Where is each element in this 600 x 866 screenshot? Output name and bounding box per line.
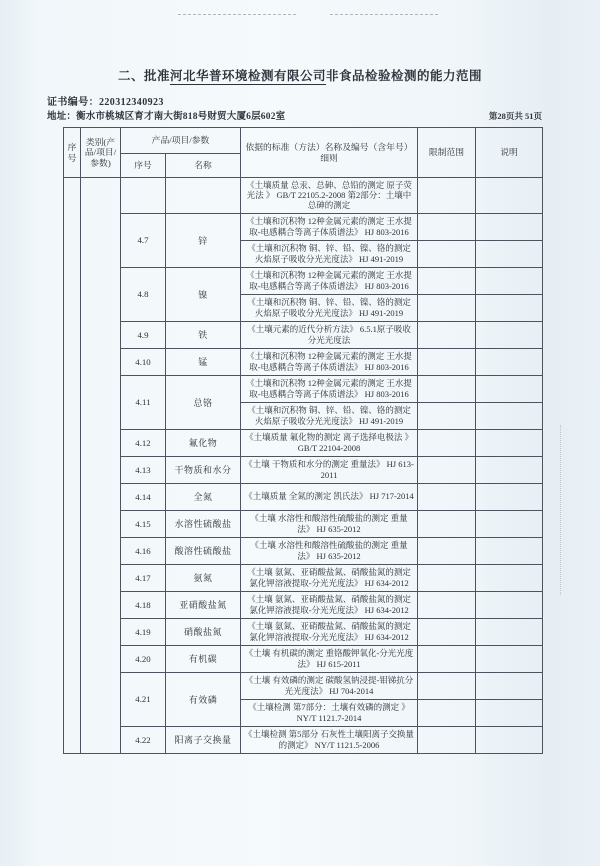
cell-note (476, 699, 543, 726)
cell-standard: 《土壤 氨氮、亚硝酸盐氮、硝酸盐氮的测定 氯化钾溶液提取-分光光度法》 HJ 634-2012 (241, 618, 418, 645)
header-note: 说明 (476, 128, 543, 178)
table-row (64, 591, 543, 618)
cell-param-seq: 4.8 (121, 267, 166, 321)
table-row (64, 510, 543, 537)
cell-param-seq: 4.17 (121, 564, 166, 591)
cell-limit (418, 375, 476, 402)
page-title (0, 66, 600, 84)
address-line (47, 108, 285, 122)
page-number: 第28页共 51页 (488, 111, 542, 121)
header-standard: 依据的标准（方法）名称及编号（含年号）细则 (241, 128, 418, 178)
table-row (64, 429, 543, 456)
cell-note (476, 240, 543, 267)
cell-limit (418, 537, 476, 564)
header-product-group: 产品/项目/参数 (121, 128, 241, 154)
cell-standard: 《土壤质量 总汞、总砷、总铅的测定 原子荧光法 》 GB/T 22105.2-2008 第2部分：土壤中总砷的测定 (241, 178, 418, 214)
cell-param-seq (121, 178, 166, 214)
cell-limit (418, 618, 476, 645)
cell-note (476, 537, 543, 564)
header-sub-name: 名称 (166, 154, 241, 178)
table-row (64, 178, 543, 214)
cell-param-name: 氟化物 (166, 429, 241, 456)
cell-param-name: 锌 (166, 213, 241, 267)
table-row (64, 348, 543, 375)
table-row (64, 672, 543, 699)
header-sub-seq: 序号 (121, 154, 166, 178)
cell-param-name: 水溶性硫酸盐 (166, 510, 241, 537)
cell-note (476, 321, 543, 348)
cell-note (476, 618, 543, 645)
cell-standard: 《土壤 氨氮、亚硝酸盐氮、硝酸盐氮的测定 氯化钾溶液提取-分光光度法》 HJ 634-2012 (241, 564, 418, 591)
cell-limit (418, 591, 476, 618)
cell-standard: 《土壤 干物质和水分的测定 重量法》 HJ 613-2011 (241, 456, 418, 483)
cell-standard: 《土壤质量 全氮的测定 凯氏法》 HJ 717-2014 (241, 483, 418, 510)
cell-note (476, 672, 543, 699)
cell-param-seq: 4.14 (121, 483, 166, 510)
table-row (64, 564, 543, 591)
table-row (64, 483, 543, 510)
cell-category (81, 178, 121, 754)
cell-limit (418, 213, 476, 240)
title-suffix: 非食品检验检测的能力范围 (326, 69, 483, 83)
cell-standard: 《土壤 有机碳的测定 重铬酸钾氧化-分光光度法》 HJ 615-2011 (241, 645, 418, 672)
table-row (64, 375, 543, 402)
table-header (64, 128, 543, 178)
cell-note (476, 375, 543, 402)
certificate-number-label: 证书编号： (47, 97, 99, 108)
cell-param-name: 硝酸盐氮 (166, 618, 241, 645)
cell-standard: 《土壤 氨氮、亚硝酸盐氮、硝酸盐氮的测定 氯化钾溶液提取-分光光度法》 HJ 634-2012 (241, 591, 418, 618)
certificate-number-line (47, 93, 164, 108)
table-row (64, 726, 543, 753)
cell-limit (418, 456, 476, 483)
cell-limit (418, 429, 476, 456)
cell-param-seq: 4.20 (121, 645, 166, 672)
table-row (64, 645, 543, 672)
cell-param-seq: 4.18 (121, 591, 166, 618)
cell-param-name: 阳离子交换量 (166, 726, 241, 753)
cell-param-name: 总铬 (166, 375, 241, 429)
cell-standard: 《土壤和沉积物 12种金属元素的测定 王水提取-电感耦合等离子体质谱法》 HJ 803-2016 (241, 213, 418, 240)
cell-note (476, 483, 543, 510)
cell-standard: 《土壤和沉积物 12种金属元素的测定 王水提取-电感耦合等离子体质谱法》 HJ 803-2016 (241, 375, 418, 402)
cell-limit (418, 267, 476, 294)
cell-standard: 《土壤 有效磷的测定 碳酸氢钠浸提-钼锑抗分光光度法》 HJ 704-2014 (241, 672, 418, 699)
address-label: 地址： (47, 112, 77, 122)
cell-note (476, 591, 543, 618)
cell-param-seq: 4.9 (121, 321, 166, 348)
cell-limit (418, 483, 476, 510)
cell-limit (418, 645, 476, 672)
scan-artifact (330, 14, 438, 15)
header-limit: 限制范围 (418, 128, 476, 178)
certificate-number-value: 220312340923 (99, 97, 164, 108)
cell-param-name: 有效磷 (166, 672, 241, 726)
header-seq: 序号 (64, 128, 81, 178)
cell-note (476, 267, 543, 294)
table-row (64, 213, 543, 240)
cell-note (476, 510, 543, 537)
cell-param-seq: 4.7 (121, 213, 166, 267)
cell-limit (418, 240, 476, 267)
table-row (64, 456, 543, 483)
cell-param-name: 干物质和水分 (166, 456, 241, 483)
cell-limit (418, 321, 476, 348)
cell-note (476, 564, 543, 591)
cell-param-name (166, 178, 241, 214)
cell-limit (418, 348, 476, 375)
table-row (64, 321, 543, 348)
table-row (64, 537, 543, 564)
cell-param-seq: 4.16 (121, 537, 166, 564)
scan-artifact (178, 14, 296, 15)
cell-standard: 《土壤和沉积物 铜、锌、铅、镍、铬的测定 火焰原子吸收分光光度法》 HJ 491-2019 (241, 294, 418, 321)
cell-limit (418, 510, 476, 537)
cell-param-seq: 4.19 (121, 618, 166, 645)
cell-standard: 《土壤和沉积物 12种金属元素的测定 王水提取-电感耦合等离子体质谱法》 HJ 803-2016 (241, 348, 418, 375)
title-prefix: 二、批准 (117, 69, 170, 83)
header-category: 类别(产品/项目/参数) (81, 128, 121, 178)
cell-limit (418, 564, 476, 591)
cell-note (476, 726, 543, 753)
cell-standard: 《土壤检测 第7部分：土壤有效磷的测定 》 NY/T 1121.7-2014 (241, 699, 418, 726)
cell-seq (64, 178, 81, 754)
cell-note (476, 456, 543, 483)
cell-standard: 《土壤和沉积物 铜、锌、铅、镍、铬的测定 火焰原子吸收分光光度法》 HJ 491-2019 (241, 402, 418, 429)
cell-param-name: 酸溶性硫酸盐 (166, 537, 241, 564)
cell-standard: 《土壤检测 第5部分 石灰性土壤阳离子交换量的测定》 NY/T 1121.5-2006 (241, 726, 418, 753)
cell-limit (418, 672, 476, 699)
cell-param-name: 亚硝酸盐氮 (166, 591, 241, 618)
cell-param-seq: 4.10 (121, 348, 166, 375)
cell-standard: 《土壤和沉积物 12种金属元素的测定 王水提取-电感耦合等离子体质谱法》 HJ 803-2016 (241, 267, 418, 294)
cell-standard: 《土壤 水溶性和酸溶性硫酸盐的测定 重量法》 HJ 635-2012 (241, 537, 418, 564)
cell-param-seq: 4.21 (121, 672, 166, 726)
cell-standard: 《土壤 水溶性和酸溶性硫酸盐的测定 重量法》 HJ 635-2012 (241, 510, 418, 537)
scan-artifact (560, 425, 561, 595)
table-row (64, 618, 543, 645)
address-value: 衡水市桃城区育才南大街818号财贸大厦6层602室 (76, 112, 286, 122)
table-body (64, 178, 543, 754)
cell-note (476, 213, 543, 240)
cell-note (476, 645, 543, 672)
cell-param-seq: 4.12 (121, 429, 166, 456)
cell-note (476, 178, 543, 214)
cell-param-name: 氨氮 (166, 564, 241, 591)
cell-param-name: 有机碳 (166, 645, 241, 672)
cell-note (476, 402, 543, 429)
cell-note (476, 294, 543, 321)
cell-param-seq: 4.22 (121, 726, 166, 753)
capability-table (63, 127, 543, 754)
cell-param-seq: 4.15 (121, 510, 166, 537)
cell-limit (418, 699, 476, 726)
cell-note (476, 429, 543, 456)
cell-limit (418, 402, 476, 429)
cell-param-name: 铁 (166, 321, 241, 348)
cell-standard: 《土壤元素的近代分析方法》 6.5.1原子吸收分光光度法 (241, 321, 418, 348)
cell-note (476, 348, 543, 375)
cell-standard: 《土壤质量 氟化物的测定 离子选择电极法 》 GB/T 22104-2008 (241, 429, 418, 456)
cell-param-seq: 4.13 (121, 456, 166, 483)
cell-param-name: 镍 (166, 267, 241, 321)
cell-param-name: 锰 (166, 348, 241, 375)
company-name: 河北华普环境检测有限公司 (169, 69, 326, 83)
cell-param-name: 全氮 (166, 483, 241, 510)
cell-limit (418, 294, 476, 321)
cell-param-seq: 4.11 (121, 375, 166, 429)
cell-standard: 《土壤和沉积物 铜、锌、铅、镍、铬的测定 火焰原子吸收分光光度法》 HJ 491-2019 (241, 240, 418, 267)
cell-limit (418, 726, 476, 753)
cell-limit (418, 178, 476, 214)
table-row (64, 267, 543, 294)
